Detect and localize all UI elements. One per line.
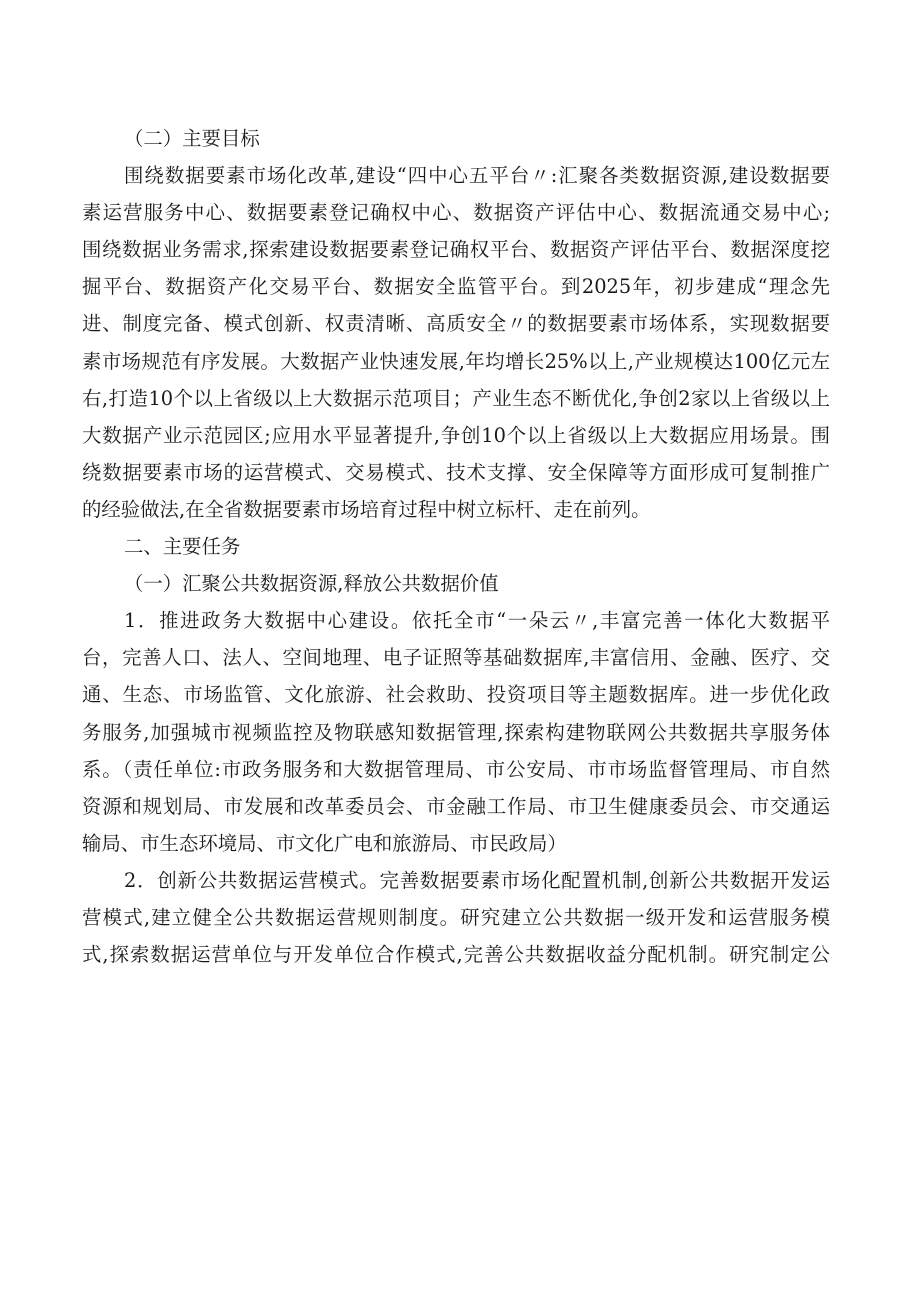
- paragraph-line: 1．推进政务大数据中心建设。依托全市“一朵云〃,丰富完善一体化大数据平: [124, 609, 830, 633]
- paragraph-line: 进、制度完备、模式创新、权责清晰、高质安全〃的数据要素市场体系，实现数据要: [82, 312, 830, 336]
- heading-line: （一）汇聚公共数据资源,释放公共数据价值: [124, 572, 499, 596]
- paragraph-line: 掘平台、数据资产化交易平台、数据安全监管平台。到2025年，初步建成“理念先: [82, 275, 830, 299]
- paragraph-line: 围绕数据业务需求,探索建设数据要素登记确权平台、数据资产评估平台、数据深度挖: [82, 238, 830, 262]
- paragraph-line: 资源和规划局、市发展和改革委员会、市金融工作局、市卫生健康委员会、市交通运: [82, 794, 830, 818]
- heading-line: 二、主要任务: [124, 535, 241, 559]
- paragraph-item-1: [82, 602, 830, 862]
- paragraph-line: 2．创新公共数据运营模式。完善数据要素市场化配置机制,创新公共数据开发运: [124, 868, 830, 892]
- paragraph-line: 台，完善人口、法人、空间地理、电子证照等基础数据库,丰富信用、金融、医疗、交: [82, 646, 830, 670]
- section-heading-main-tasks: [82, 528, 830, 565]
- document-page: [82, 120, 830, 973]
- paragraph-item-2: [82, 862, 830, 973]
- paragraph-line: 输局、市生态环境局、市文化广电和旅游局、市民政局）: [82, 831, 567, 855]
- paragraph-line: 的经验做法,在全省数据要素市场培育过程中树立标杆、走在前列。: [82, 497, 651, 521]
- section-heading-main-goals: [82, 120, 830, 157]
- paragraph-line: 大数据产业示范园区;应用水平显著提升,争创10个以上省级以上大数据应用场景。围: [82, 423, 830, 447]
- paragraph-main-goals: [82, 157, 830, 528]
- paragraph-line: 素运营服务中心、数据要素登记确权中心、数据资产评估中心、数据流通交易中心;: [82, 201, 830, 225]
- paragraph-line: 围绕数据要素市场化改革,建设“四中心五平台〃:汇聚各类数据资源,建设数据要: [124, 164, 830, 188]
- paragraph-line: 素市场规范有序发展。大数据产业快速发展,年均增长25%以上,产业规模达100亿元左: [82, 349, 830, 373]
- paragraph-line: 式,探索数据运营单位与开发单位合作模式,完善公共数据收益分配机制。研究制定公: [82, 943, 830, 967]
- subsection-heading-public-data: [82, 565, 830, 602]
- heading-line: （二）主要目标: [124, 127, 260, 150]
- paragraph-line: 系。（责任单位:市政务服务和大数据管理局、市公安局、市市场监督管理局、市自然: [82, 757, 830, 781]
- paragraph-line: 右,打造10个以上省级以上大数据示范项目；产业生态不断优化,争创2家以上省级以上: [82, 386, 830, 410]
- paragraph-line: 绕数据要素市场的运营模式、交易模式、技术支撑、安全保障等方面形成可复制推广: [82, 460, 830, 484]
- paragraph-line: 通、生态、市场监管、文化旅游、社会救助、投资项目等主题数据库。进一步优化政: [82, 683, 830, 707]
- paragraph-line: 务服务,加强城市视频监控及物联感知数据管理,探索构建物联网公共数据共享服务体: [82, 720, 830, 744]
- paragraph-line: 营模式,建立健全公共数据运营规则制度。研究建立公共数据一级开发和运营服务模: [82, 905, 830, 929]
